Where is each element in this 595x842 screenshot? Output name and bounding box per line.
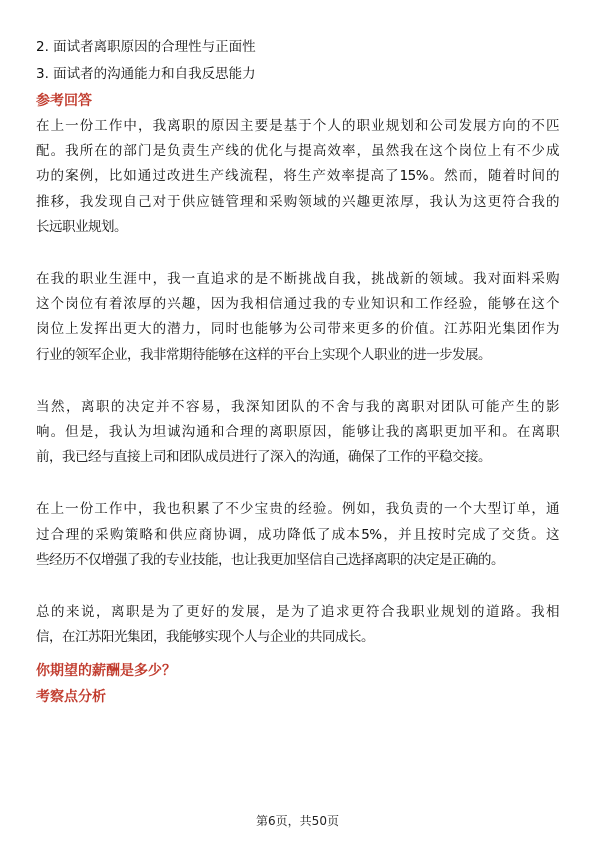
paragraph-line: 当然，离职的决定并不容易，我深知团队的不舍与我的离职对团队可能产生的影 bbox=[36, 398, 559, 415]
answer-paragraph bbox=[36, 497, 559, 573]
answer-paragraph bbox=[36, 267, 559, 368]
answer-body bbox=[36, 114, 559, 650]
paragraph-line: 过合理的采购策略和供应商协调，成功降低了成本5%，并且按时完成了交货。这 bbox=[36, 526, 559, 543]
paragraph-line: 总的来说，离职是为了更好的发展，是为了追求更符合我职业规划的道路。我相 bbox=[36, 604, 559, 621]
answer-paragraph bbox=[36, 395, 559, 471]
page-footer: 第6页，共50页 bbox=[256, 814, 339, 828]
paragraph-line: 岗位上发挥出更大的潜力，同时也能够为公司带来更多的价值。江苏阳光集团作为 bbox=[36, 321, 559, 338]
paragraph-line: 这个岗位有着浓厚的兴趣，因为我相信通过我的专业知识和工作经验，能够在这个 bbox=[36, 296, 559, 313]
answer-paragraph bbox=[36, 600, 559, 650]
paragraph-line: 长远职业规划。 bbox=[36, 218, 127, 235]
criteria-item-3: 3. 面试者的沟通能力和自我反思能力 bbox=[36, 66, 256, 82]
paragraph-line: 信，在江苏阳光集团，我能够实现个人与企业的共同成长。 bbox=[36, 629, 374, 646]
paragraph-line: 响。但是，我认为坦诚沟通和合理的离职原因，能够让我的离职更加平和。在离职 bbox=[36, 424, 559, 441]
paragraph-line: 前，我已经与直接上司和团队成员进行了深入的沟通，确保了工作的平稳交接。 bbox=[36, 449, 491, 466]
paragraph-line: 推移，我发现自己对于供应链管理和采购领域的兴趣更浓厚，我认为这更符合我的 bbox=[36, 193, 559, 210]
criteria-item-2: 2. 面试者离职原因的合理性与正面性 bbox=[36, 39, 256, 55]
answer-paragraph bbox=[36, 114, 559, 240]
answer-heading: 参考回答 bbox=[36, 93, 92, 109]
question-title: 你期望的薪酬是多少？ bbox=[36, 663, 176, 680]
document-page bbox=[36, 34, 559, 710]
paragraph-line: 些经历不仅增强了我的专业技能，也让我更加坚信自己选择离职的决定是正确的。 bbox=[36, 551, 504, 568]
paragraph-line: 行业的领军企业，我非常期待能够在这样的平台上实现个人职业的进一步发展。 bbox=[36, 346, 491, 363]
analysis-heading: 考察点分析 bbox=[36, 689, 106, 706]
paragraph-line: 在上一份工作中，我离职的原因主要是基于个人的职业规划和公司发展方向的不匹 bbox=[36, 118, 559, 134]
paragraph-line: 在我的职业生涯中，我一直追求的是不断挑战自我，挑战新的领域。我对面料采购 bbox=[36, 271, 559, 288]
paragraph-line: 配。我所在的部门是负责生产线的优化与提高效率，虽然我在这个岗位上有不少成 bbox=[36, 143, 559, 160]
paragraph-line: 功的案例，比如通过改进生产线流程，将生产效率提高了15%。然而，随着时间的 bbox=[36, 168, 559, 185]
paragraph-line: 在上一份工作中，我也积累了不少宝贵的经验。例如，我负责的一个大型订单，通 bbox=[36, 501, 559, 518]
